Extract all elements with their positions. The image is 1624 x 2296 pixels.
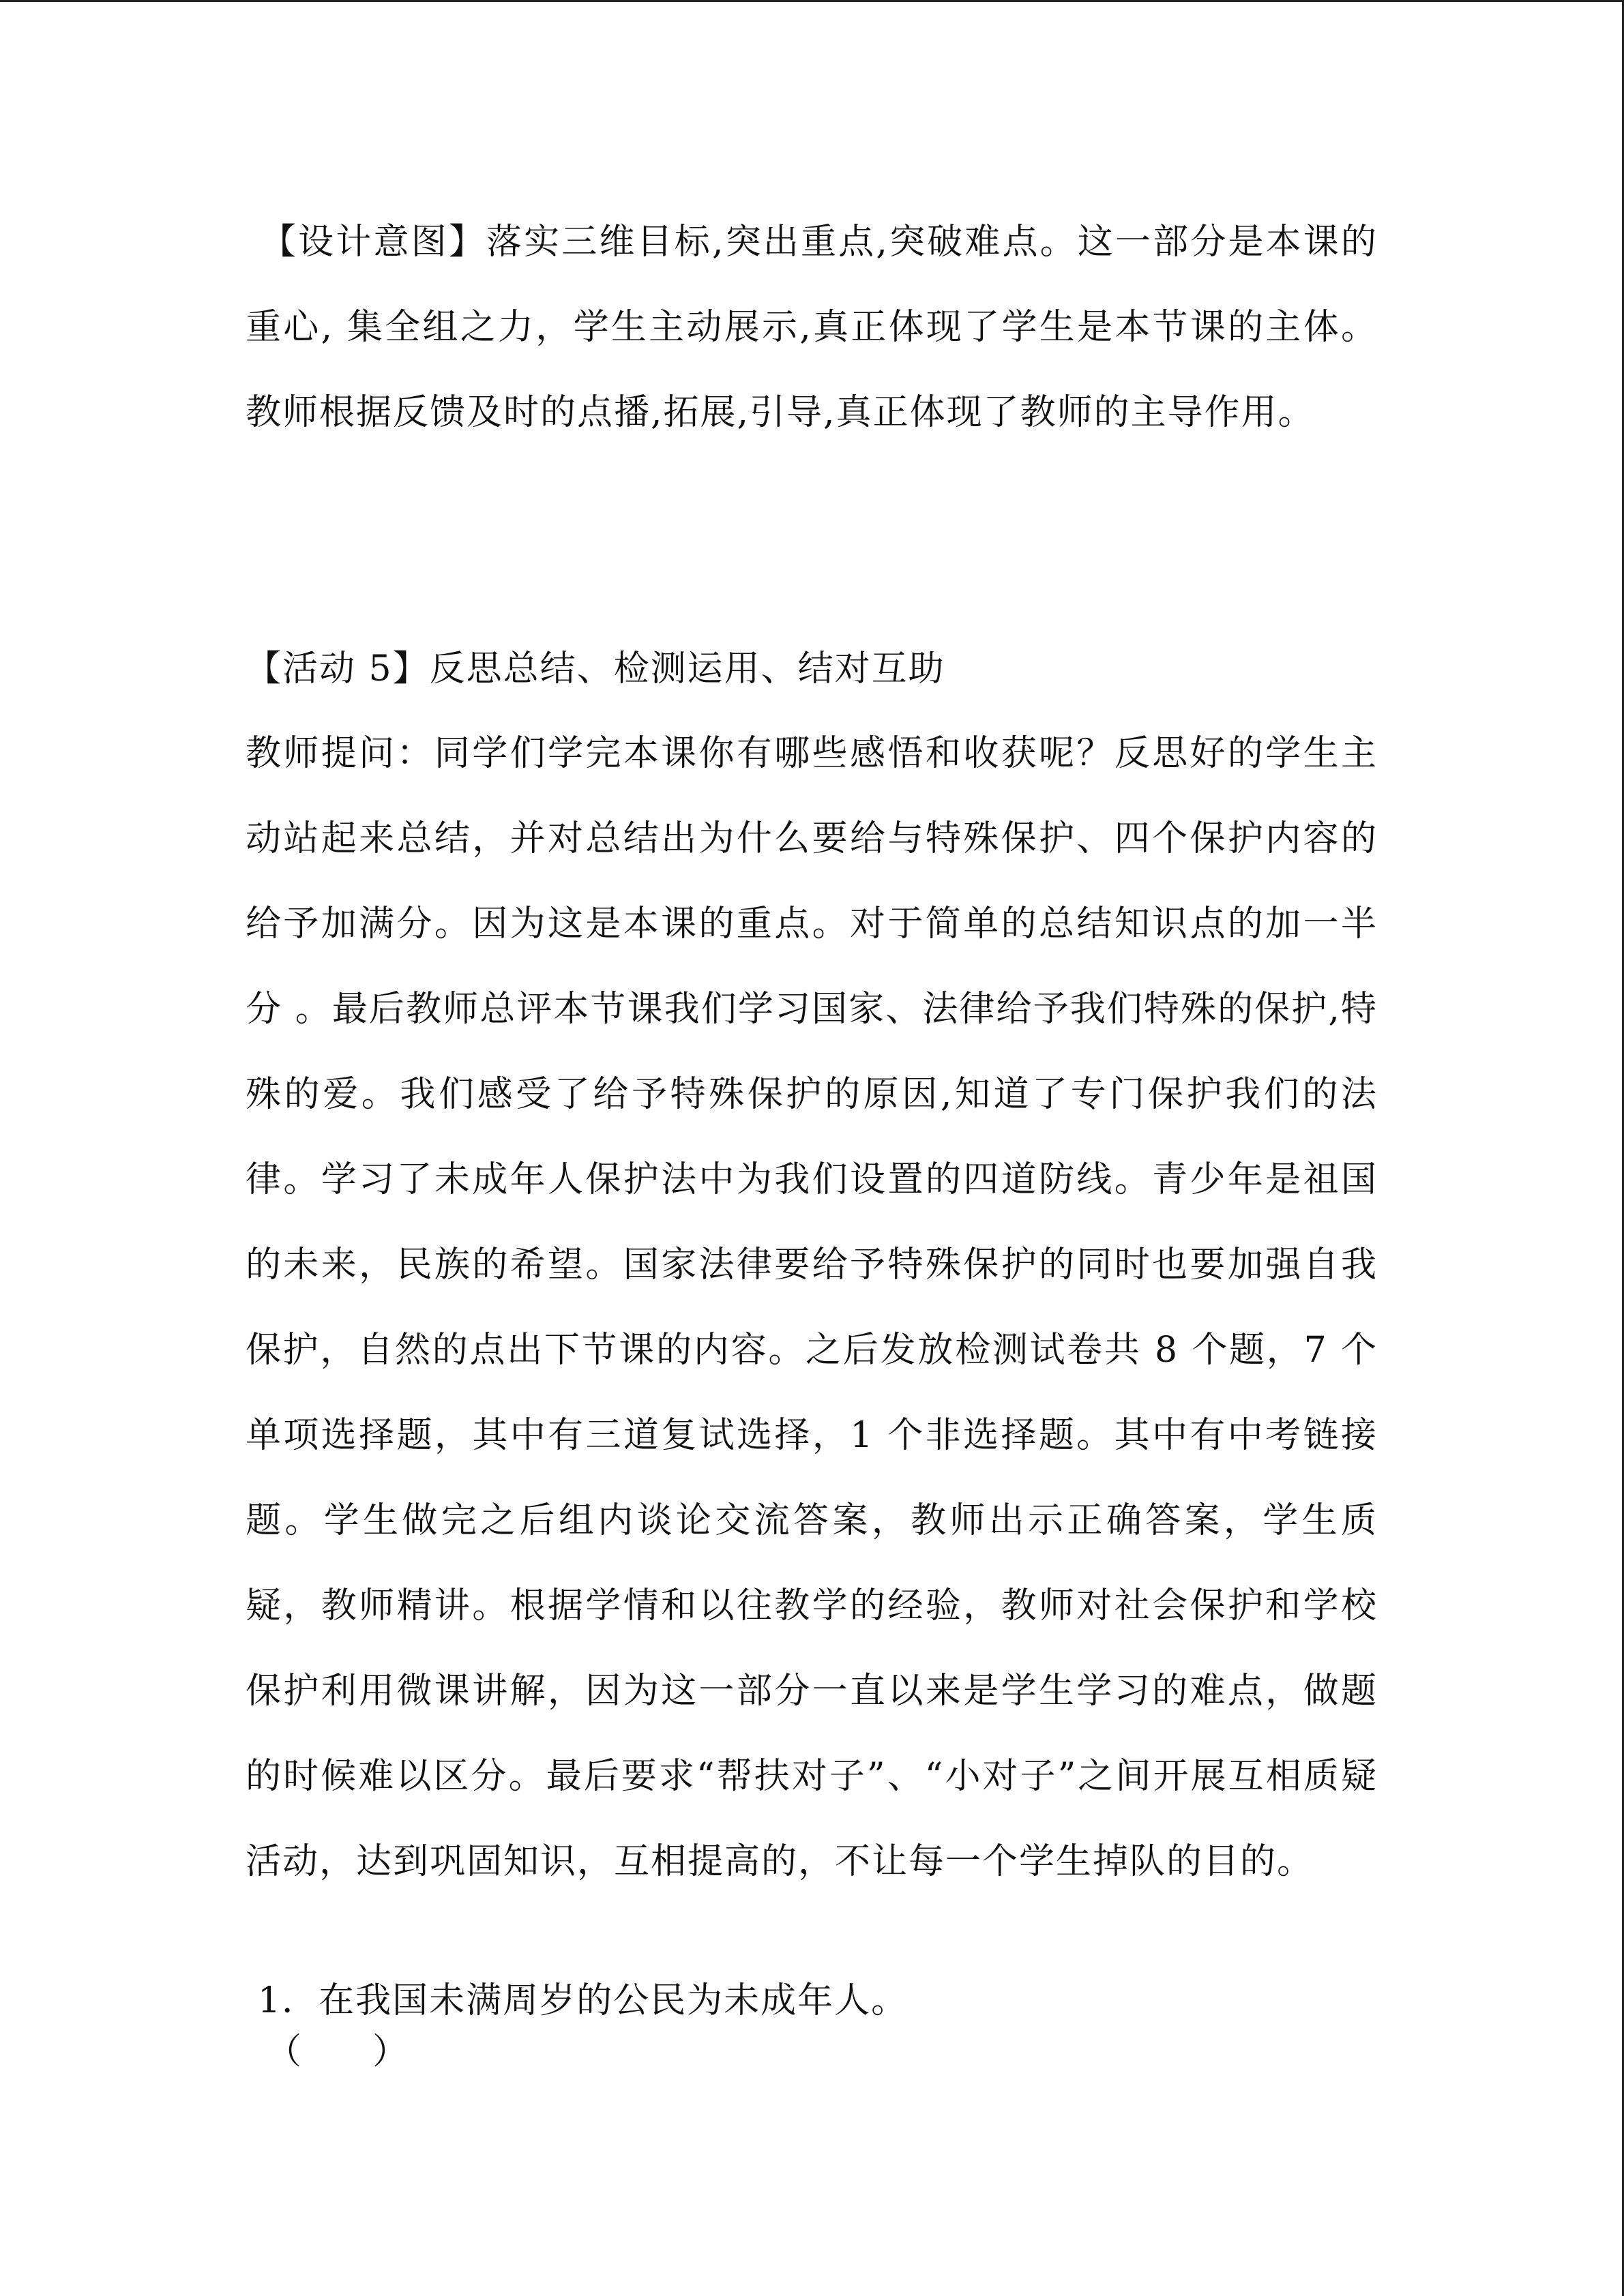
question-1-answer-blank: （ ） xyxy=(266,2031,409,2072)
design-intent-paragraph: 【设计意图】落实三维目标,突出重点,突破难点。这一部分是本课的重心, 集全组之力，学生主动展示,真正体现了学生是本节课的主体。教师根据反馈及时的点播,拓展,引导,真正体现了教师的主导作用。 xyxy=(246,222,1378,433)
activity-5-heading: 【活动 5】反思总结、检测运用、结对互助 xyxy=(246,648,945,689)
activity-5-body-paragraph: 教师提问：同学们学完本课你有哪些感悟和收获呢？反思好的学生主动站起来总结，并对总结出为什么要给与特殊保护、四个保护内容的给予加满分。因为这是本课的重点。对于简单的总结知识点的加一半分 。最后教师总评本节课我们学习国家、法律给予我们特殊的保护,特殊的爱。我们感受了给予特殊保护的原因,知道了专门保护我们的法律。学习了未成年人保护法中为我们设置的四道防线。青少年是祖国的未来，民族的希望。国家法律要给予特殊保护的同时也要加强自我保护，自然的点出下节课的内容。之后发放检测试卷共 8 个题，7 个单项选择题，其中有三道复试选择，1 个非选择题。其中有中考链接题。学生做完之后组内谈论交流答案，教师出示正确答案，学生质疑，教师精讲。根据学情和以往教学的经验，教师对社会保护和学校保护利用微课讲解，因为这一部分一直以来是学生学习的难点，做题的时候难以区分。最后要求“帮扶对子”、“小对子”之间开展互相质疑活动，达到巩固知识，互相提高的，不让每一个学生掉队的目的。 xyxy=(246,733,1378,1882)
question-1-text: 1．在我国未满周岁的公民为未成年人。 xyxy=(258,1980,909,2021)
